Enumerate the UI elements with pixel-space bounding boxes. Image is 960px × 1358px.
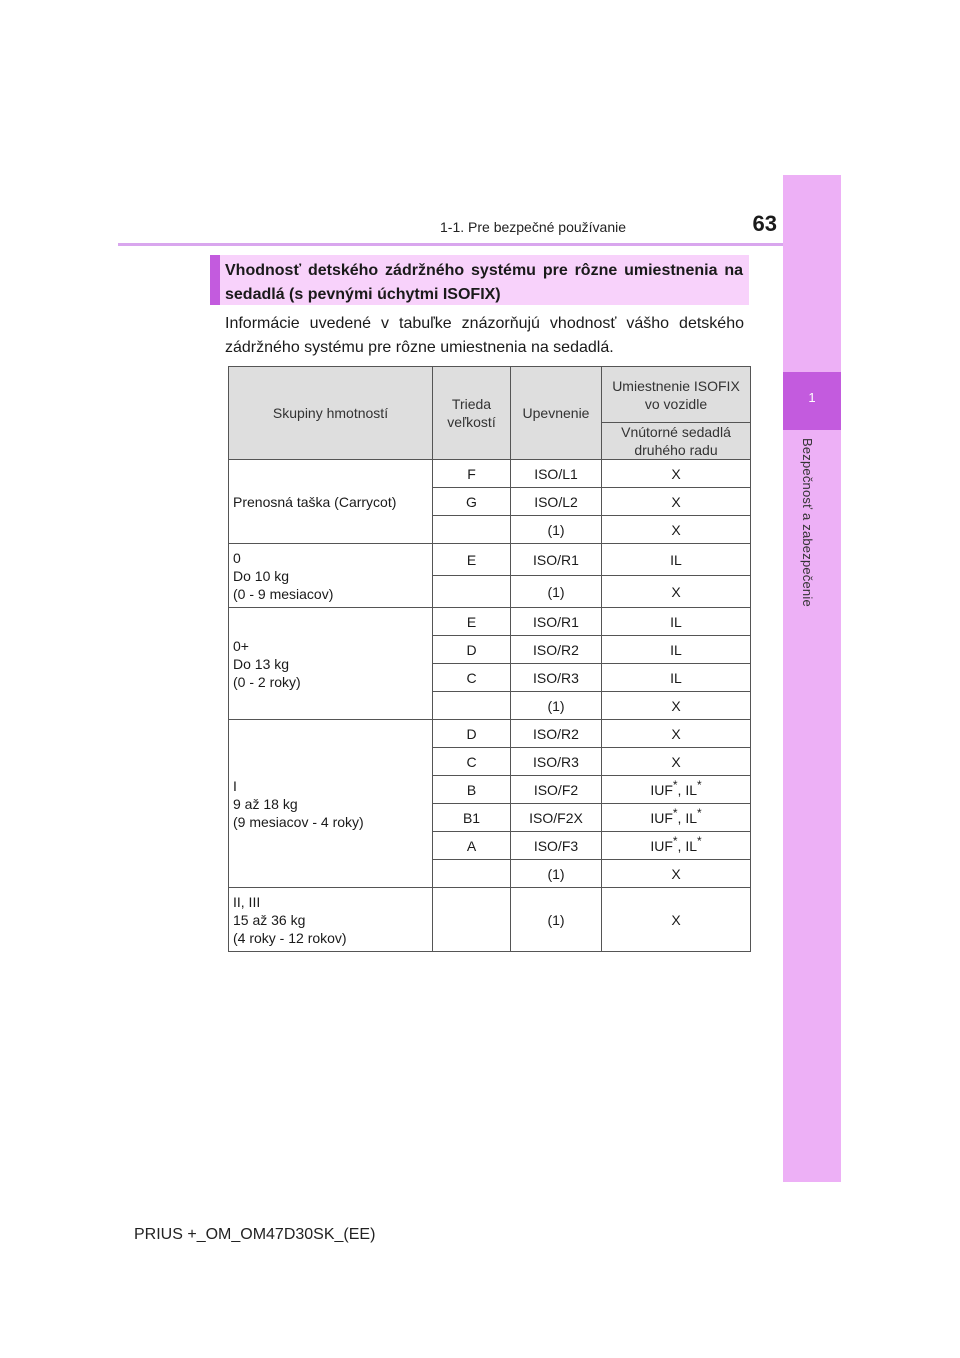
- suitability-value: IUF: [650, 809, 673, 826]
- fixture-cell: (1): [511, 860, 602, 888]
- suitability-cell: X: [602, 720, 751, 748]
- header-seat: Vnútorné sedadlá druhého radu: [602, 423, 751, 460]
- table-row: [229, 544, 751, 576]
- section-header: 1-1. Pre bezpečné používanie: [440, 219, 627, 235]
- fixture-cell: ISO/R2: [511, 636, 602, 664]
- suitability-cell: X: [602, 576, 751, 608]
- header-weight-group: Skupiny hmotností: [229, 367, 433, 460]
- fixture-cell: (1): [511, 576, 602, 608]
- footnote-mark: *: [697, 833, 702, 848]
- footnote-mark: *: [672, 833, 678, 848]
- suitability-cell: IUF*, IL*: [602, 776, 751, 804]
- footnote-mark: *: [697, 805, 702, 820]
- fixture-cell: ISO/F2: [511, 776, 602, 804]
- document-footer: PRIUS +_OM_OM47D30SK_(EE): [134, 1226, 376, 1243]
- table-row: [229, 720, 751, 748]
- size-class-cell: [433, 692, 511, 720]
- suitability-cell: X: [602, 748, 751, 776]
- chapter-title: Bezpečnosť a zabezpečenie: [800, 438, 815, 607]
- suitability-cell: X: [602, 888, 751, 952]
- size-class-cell: G: [433, 488, 511, 516]
- size-class-cell: A: [433, 832, 511, 860]
- fixture-cell: ISO/R3: [511, 748, 602, 776]
- weight-group-label: Prenosná taška (Carrycot): [229, 460, 433, 544]
- footnote-mark: *: [672, 777, 678, 792]
- weight-group-label: II, III 15 až 36 kg (4 roky - 12 rokov): [229, 888, 433, 952]
- fixture-cell: (1): [511, 516, 602, 544]
- suitability-cell: X: [602, 488, 751, 516]
- chapter-title-vertical: [800, 438, 824, 638]
- fixture-cell: ISO/R1: [511, 608, 602, 636]
- suitability-cell: X: [602, 692, 751, 720]
- suitability-cell: IL: [602, 544, 751, 576]
- size-class-cell: E: [433, 608, 511, 636]
- size-class-cell: F: [433, 460, 511, 488]
- intro-paragraph: Informácie uvedené v tabuľke znázorňujú vhodnosť vášho detského zádržného systému pre rôzne umiestnenia na sedadlá.: [225, 315, 744, 356]
- suitability-value: IL: [685, 837, 698, 854]
- suitability-cell: IL: [602, 636, 751, 664]
- suitability-cell: X: [602, 860, 751, 888]
- size-class-cell: D: [433, 636, 511, 664]
- suitability-value: IL: [685, 809, 698, 826]
- size-class-cell: [433, 516, 511, 544]
- fixture-cell: ISO/R1: [511, 544, 602, 576]
- suitability-cell: IUF*, IL*: [602, 832, 751, 860]
- weight-group-label: 0+ Do 13 kg (0 - 2 roky): [229, 608, 433, 720]
- weight-group-label: I 9 až 18 kg (9 mesiacov - 4 roky): [229, 720, 433, 888]
- fixture-cell: ISO/L1: [511, 460, 602, 488]
- footnote-mark: *: [672, 805, 678, 820]
- fixture-cell: (1): [511, 692, 602, 720]
- suitability-cell: X: [602, 460, 751, 488]
- section-title: Vhodnosť detského zádržného systému pre rôzne umiestnenia na sedadlá (s pevnými úchytmi ISOFIX): [225, 262, 743, 303]
- size-class-cell: D: [433, 720, 511, 748]
- page-number: 63: [752, 211, 777, 236]
- size-class-cell: C: [433, 748, 511, 776]
- header-fixture: Upevnenie: [511, 367, 602, 460]
- suitability-cell: IL: [602, 664, 751, 692]
- suitability-value: IUF: [650, 837, 673, 854]
- size-class-cell: [433, 860, 511, 888]
- weight-group-label: 0 Do 10 kg (0 - 9 mesiacov): [229, 544, 433, 608]
- fixture-cell: ISO/R3: [511, 664, 602, 692]
- size-class-cell: E: [433, 544, 511, 576]
- suitability-cell: IUF*, IL*: [602, 804, 751, 832]
- fixture-cell: (1): [511, 888, 602, 952]
- header-size-class: Trieda veľkostí: [433, 367, 511, 460]
- footnote-mark: *: [697, 777, 702, 792]
- fixture-cell: ISO/L2: [511, 488, 602, 516]
- fixture-cell: ISO/R2: [511, 720, 602, 748]
- size-class-cell: [433, 888, 511, 952]
- side-tab-band: [783, 175, 841, 1182]
- suitability-cell: IL: [602, 608, 751, 636]
- isofix-suitability-table: [228, 366, 751, 952]
- table-row: [229, 608, 751, 636]
- fixture-cell: ISO/F3: [511, 832, 602, 860]
- section-title-accent: [210, 255, 220, 305]
- header-divider: [118, 243, 840, 246]
- fixture-cell: ISO/F2X: [511, 804, 602, 832]
- header-isofix-position: Umiestnenie ISOFIX vo vozidle: [602, 367, 751, 423]
- size-class-cell: [433, 576, 511, 608]
- chapter-number: 1: [808, 390, 816, 405]
- suitability-cell: X: [602, 516, 751, 544]
- table-row: [229, 888, 751, 952]
- suitability-value: IL: [685, 781, 698, 798]
- size-class-cell: C: [433, 664, 511, 692]
- size-class-cell: B: [433, 776, 511, 804]
- table-row: [229, 460, 751, 488]
- size-class-cell: B1: [433, 804, 511, 832]
- suitability-value: IUF: [650, 781, 673, 798]
